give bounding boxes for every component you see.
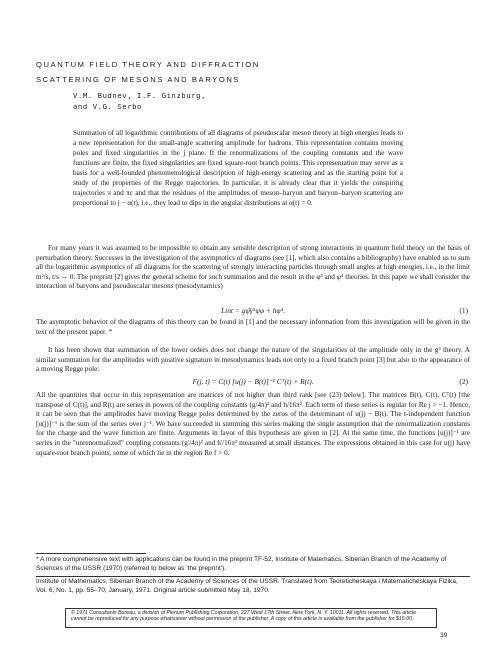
footnote: * A more comprehensive text with applications can be found in the preprint TF-52, Institute of Matematics, Siberian Branch of the Academy of Sciences of the USSR (1970) (referred to below as 'the preprint'). xyxy=(36,556,447,572)
body-paragraph-3-block xyxy=(36,346,470,375)
abstract: Summation of all logarithmic contributions of all diagrams of pseudoscalar meson theory at high energies leads to a new representation for the small-angle scattering amplitude for hadrons. This representation contains moving poles and fixed singularities in the j plane. If the renormalizations of the coupling constants and the wave functions are finite, the fixed singularities are fixed square-root branch points. This representation may serve as a basis for a well-founded phenomenological description of high-energy scattering and as the starting point for a study of the properties of the Regge trajectories. In particular, it is already clear that it yields the conspiring trajectories π and πc and that the residues of the amplitudes of meson–baryon and baryon–baryon scattering are proportional to j − α(t), i.e., they lead to dips in the angular distributions at α(t) = 0. xyxy=(73,129,403,207)
body-paragraph-4: All the quantities that occur in this representation are matrices of not higher than third rank [see (23) below]. The matrices B(t), C(t), Cᵀ(t) [the transpose of C(t)], and R(t) are series in powers of the coupling constants (g/4π)² and h/16π². Each term of these series is regular for Re j > −1. Hence, it can be seen that the amplitudes have moving Regge poles determined by the zeros of the determinant of u(j) − B(t). The t-independent function [u(j)]⁻¹ is the sum of the series over j⁻¹. We have succeeded in summing this series making the single assumption that the renormalization constants for the charge and the wave function are finite. Arguments in favor of this hypothesis are given in [2]. At the same time, the functions [u(j)]⁻¹ are series in the "unrenormalized" coupling constants (g'/4π)² and h'/16π² measured at small distances. The expressions obtained in this case for u(j) have square-root branch points, some of which lie in the region Re f > 0. xyxy=(36,391,470,457)
page-number: 39 xyxy=(440,632,448,639)
body-paragraph-2: The asymptotic behavior of the diagrams of this theory can be found in [1] and the necessary information from this investigation will be given in the text of the present paper. * xyxy=(36,318,470,336)
author-list xyxy=(73,90,373,112)
equation-1 xyxy=(36,306,470,316)
authors-line-1: V.M. Budnev, I.F. Ginzburg, xyxy=(73,91,207,100)
body-paragraph-1: For many years it was assumed to be impossible to obtain any sensible description of strong interactions in quantum field theory on the basis of perturbation theory. Successes in the investigation of the asymptotics of diagrams (see [1], which also contains a bibliography) have enabled us to sum all the logarithmic asymptotics of all diagrams for the scattering of strongly interacting particles through small angles at high energies, i.e., in the limit m²/s, t/s → 0. The preprint [2] gives the general scheme for such summation and the result in the φ³ and φ⁴ theories. In this paper we shall consider the interaction of baryons and pseudoscalar mesons (mesodynamics) xyxy=(36,244,470,291)
footnote-divider xyxy=(36,553,146,554)
title-line-1: QUANTUM FIELD THEORY AND DIFFRACTION xyxy=(36,60,260,69)
body-paragraph-4-block xyxy=(36,391,470,458)
body-paragraph-3: It has been shown that summation of the lower orders does not change the nature of the singularities of the amplitude only in the g³ theory. A similar summation for the amplitudes with positive signature in mesodynamics leads not only to a fixed branch point [3] but also to the appearance of a moving Regge pole: xyxy=(36,346,470,374)
body-paragraph-2-block xyxy=(36,318,470,337)
body-paragraph-1-block xyxy=(36,244,470,292)
equation-1-formula: Lint = gψ̄γ⁵ψφ + hφ⁴. xyxy=(221,306,285,315)
equation-2-formula: F(j, t) = C(t) [u(j) − B(t)]⁻¹ Cᵀ(t) + R(t). xyxy=(192,377,314,386)
copyright-notice: © 1971 Consultants Bureau, a division of Plenum Publishing Corporation, 227 West 17th Street, New York, N. Y. 10011. All rights reserved. This article cannot be reproduced for any purpose whatsoever without permission of the publisher. A copy of this article is available from the publisher for $15.00. xyxy=(65,608,437,628)
affiliation-divider xyxy=(36,576,470,577)
equation-2 xyxy=(36,377,470,387)
article-title xyxy=(36,57,476,87)
equation-1-number: (1) xyxy=(459,306,468,315)
title-line-2: SCATTERING OF MESONS AND BARYONS xyxy=(36,75,241,84)
authors-line-2: and V.G. Serbo xyxy=(73,102,142,111)
affiliation-note: Institute of Mathematics, Siberian Branch of the Academy of Sciences of the USSR. Translated from Teoreticheskaya i Matematicheskaya Fizika, Vol. 6, No. 1, pp. 55–70, January, 1971. Original article submitted May 18, 1970. xyxy=(36,578,458,594)
equation-2-number: (2) xyxy=(459,377,468,386)
